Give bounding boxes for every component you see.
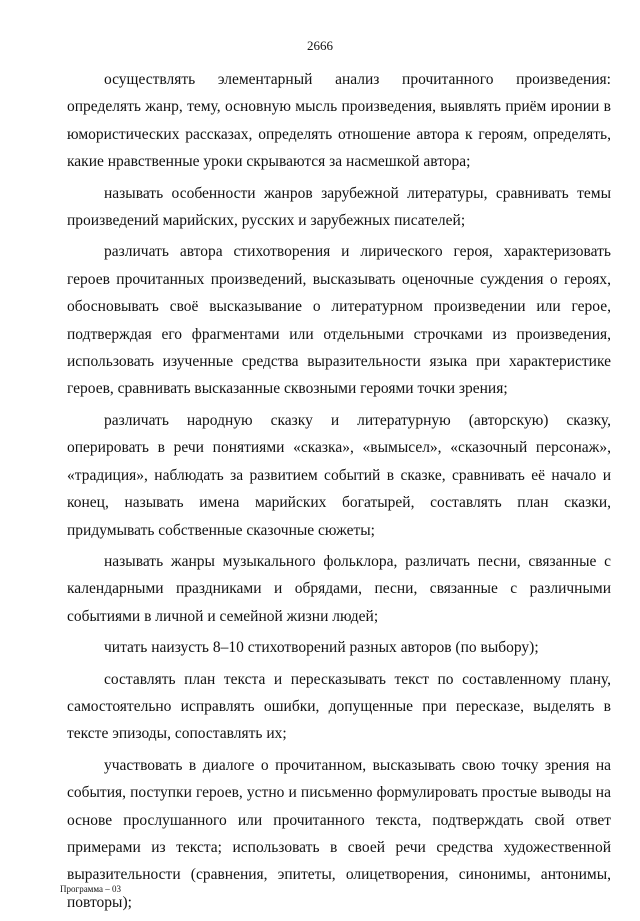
body-text: [67, 66, 611, 920]
paragraph-fairy-tale: различать народную сказку и литературную (авторскую) сказку, оперировать в речи понятиями «сказка», «вымысел», «сказочный персонаж», «традиция», наблюдать за развитием событий в сказке, сравнивать её начало и конец, называть имена марийских богатырей, составлять план сказки, придумывать собственные сказочные сюжеты;: [67, 411, 611, 539]
paragraph-foreign-literature: называть особенности жанров зарубежной литературы, сравнивать темы произведений марийских, русских и зарубежных писателей;: [67, 184, 611, 230]
paragraph-text-plan: составлять план текста и пересказывать текст по составленному плану, самостоятельно исправлять ошибки, допущенные при пересказе, выделять в тексте эпизоды, сопоставлять их;: [67, 670, 611, 743]
paragraph-recite-poems: читать наизусть 8–10 стихотворений разных авторов (по выбору);: [104, 639, 539, 657]
paragraph-lyrical-hero: различать автора стихотворения и лирического героя, характеризовать героев прочитанных произведений, высказывать оценочные суждения о героях, обосновывать своё высказывание о литературном произведении или герое, подтверждая его фрагментами или отдельными строчками из произведения, использовать изученные средства выразительности языка при характеристике героев, сравнивать высказанные сквозными героями точки зрения;: [67, 243, 611, 398]
paragraph-dialogue: участвовать в диалоге о прочитанном, высказывать свою точку зрения на события, поступки героев, устно и письменно формулировать простые выводы на основе прослушанного или прочитанного текста, подтверждать свой ответ примерами из текста; использовать в своей речи средства художественной выразительности (сравнения, эпитеты, олицетворения, синонимы, антонимы, повторы);: [67, 756, 611, 911]
paragraph-analysis: осуществлять элементарный анализ прочитанного произведения: определять жанр, тему, основную мысль произведения, выявлять приём иронии в юмористических рассказах, определять отношение автора к героям, определять, какие нравственные уроки скрываются за насмешкой автора;: [67, 71, 611, 171]
page-footer: Программа – 03: [60, 884, 122, 894]
paragraph-music-folklore: называть жанры музыкального фольклора, различать песни, связанные с календарными праздниками и обрядами, песни, связанные с различными событиями в личной и семейной жизни людей;: [67, 552, 611, 625]
page-number: 2666: [307, 38, 333, 53]
